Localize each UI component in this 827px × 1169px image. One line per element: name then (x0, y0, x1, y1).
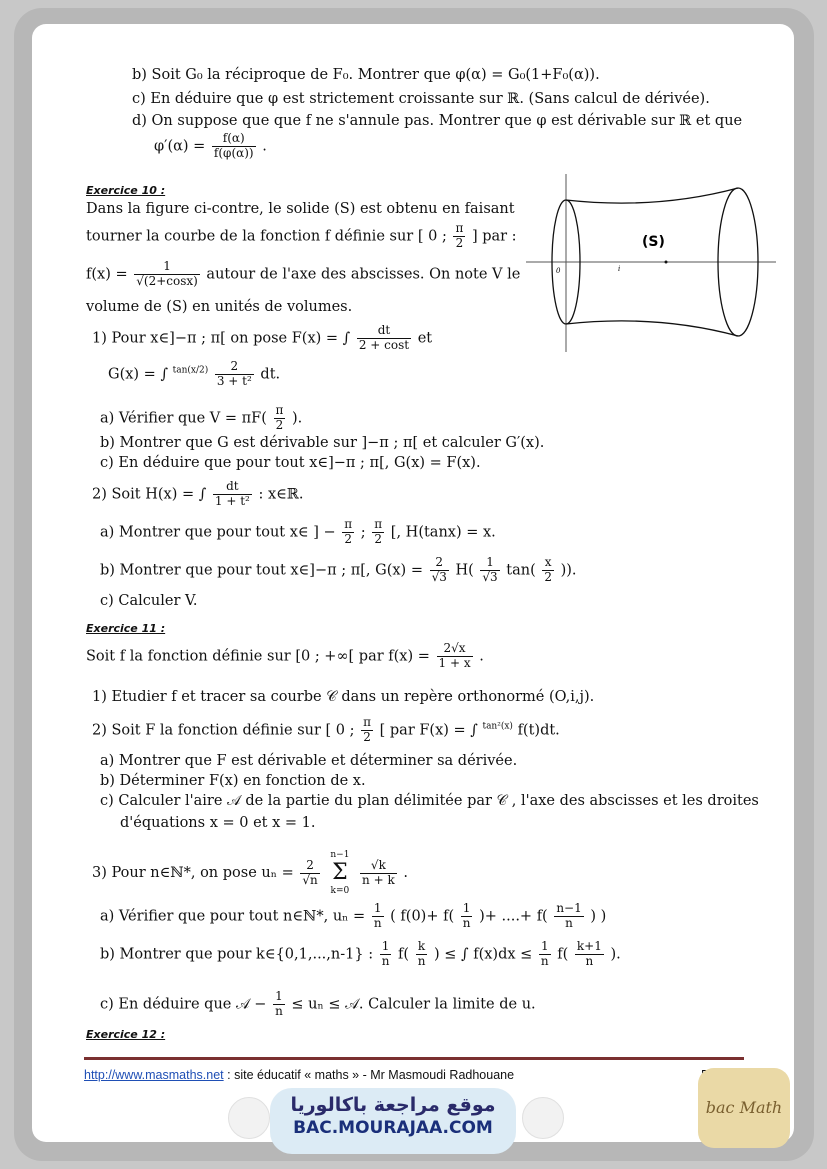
text: : x∈ℝ. (258, 486, 304, 503)
denominator: 2 (374, 531, 383, 546)
text: ≤ uₙ ≤ 𝒜. Calculer la limite de u. (291, 996, 536, 1013)
origin-label: 0 (556, 267, 561, 275)
line-b: b) Soit G₀ la réciproque de F₀. Montrer que φ(α) = G₀(1+F₀(α)). (132, 67, 600, 83)
sigma: Σ (332, 860, 348, 886)
denominator: √(2+cosx) (136, 273, 198, 288)
fraction (215, 360, 254, 389)
text: c) En déduire que 𝒜 − (100, 996, 267, 1013)
text: b) Montrer que pour k∈{0,1,...,n-1} : (100, 946, 374, 963)
denominator: 2 + cost (358, 337, 410, 352)
numerator: √k (360, 859, 397, 874)
denominator: √3 (482, 569, 498, 584)
denominator: n + k (362, 872, 395, 887)
upper-bound: tan(x/2) (172, 365, 209, 376)
text: 2) Soit F la fonction définie sur (92, 722, 321, 739)
numerator: π (455, 221, 464, 235)
text: . (262, 138, 267, 155)
footer-text: : site éducatif « maths » - Mr Masmoudi Radhouane (227, 1068, 515, 1082)
denominator: 2 (275, 417, 284, 432)
ex10-q2b (100, 556, 577, 585)
bottom-curve (566, 321, 738, 336)
text: ). (610, 946, 621, 963)
fraction (372, 902, 384, 931)
axis-dot (665, 261, 668, 264)
text: 1) Pour x∈]−π ; π[ on pose F(x) = ∫ (92, 330, 351, 347)
text: b) Montrer que pour tout x∈]−π ; π[, G(x) = (100, 562, 423, 579)
text: ( f(0)+ f( (390, 908, 455, 925)
document-page (32, 24, 794, 1142)
text: G(x) = ∫ (108, 366, 168, 383)
numerator: 1 (273, 990, 285, 1005)
fraction (361, 716, 373, 745)
text: et (417, 330, 433, 347)
ex11-q2c-cont: d'équations x = 0 et x = 1. (120, 815, 316, 831)
text: ) ≤ ∫ f(x)dx ≤ (434, 946, 533, 963)
denominator: n (381, 953, 390, 968)
numerator: k (416, 940, 428, 955)
numerator: 2 (300, 859, 319, 874)
bac-math-stamp: bac Math (698, 1068, 790, 1148)
left-logo (228, 1097, 270, 1139)
text: ) ) (590, 908, 607, 925)
denominator: n (585, 953, 594, 968)
numerator: 2 (215, 360, 254, 375)
ex10-line-2 (86, 222, 517, 251)
text: f(x) = (86, 266, 128, 283)
exercise-12-title: Exercice 12 : (86, 1028, 166, 1041)
numerator: π (374, 517, 383, 531)
denominator: n (565, 915, 573, 930)
text: f( (557, 946, 569, 963)
bac-mourajaa-banner[interactable] (270, 1088, 516, 1154)
denominator: f(φ(α)) (213, 145, 254, 160)
text: a) Montrer que pour tout x∈ ] − (100, 524, 336, 541)
ex10-q1b: b) Montrer que G est dérivable sur ]−π ; π[ et calculer G′(x). (100, 435, 545, 451)
text: a) Vérifier que pour tout n∈ℕ*, uₙ = (100, 908, 366, 925)
denominator: 2 (455, 235, 464, 250)
text: )). (560, 562, 577, 579)
numerator: dt (213, 480, 252, 495)
denominator: 2 (544, 569, 552, 584)
fraction (430, 556, 449, 585)
ex10-line-4: volume de (S) en unités de volumes. (86, 299, 353, 315)
ex10-q1c: c) En déduire que pour tout x∈]−π ; π[, G(x) = F(x). (100, 455, 481, 471)
text: 2) Soit H(x) = ∫ (92, 486, 207, 503)
fraction (575, 940, 604, 969)
numerator: π (363, 715, 372, 729)
fraction (380, 940, 392, 969)
sum-upper: n−1 (330, 850, 350, 860)
footer-rule (84, 1057, 744, 1060)
fraction (539, 940, 551, 969)
ex11-q2c: c) Calculer l'aire 𝒜 de la partie du plan délimitée par 𝒞 , l'axe des abscisses et les droites (100, 793, 759, 809)
fraction (342, 518, 354, 547)
text: H( (455, 562, 474, 579)
denominator: n (417, 953, 426, 968)
denominator: 1 + x (438, 655, 471, 670)
denominator: 1 + t² (214, 493, 250, 508)
ex11-line-1 (86, 642, 484, 671)
numerator: π (344, 517, 353, 531)
fraction (416, 940, 428, 969)
text: tan( (506, 562, 536, 579)
numerator: 2√x (437, 642, 473, 657)
solid-label: (S) (642, 234, 665, 250)
numerator: 1 (539, 940, 551, 955)
footer (84, 1068, 514, 1082)
banner-arabic: موقع مراجعة باكالوريا (290, 1094, 496, 1116)
fraction (480, 556, 499, 585)
text: autour de l'axe des abscisses. On note V le (206, 266, 521, 283)
fraction (273, 990, 285, 1019)
text: 3) Pour n∈ℕ*, on pose uₙ = (92, 865, 294, 881)
fraction (360, 859, 397, 888)
fraction (461, 902, 473, 931)
text: tourner la courbe de la fonction f définie sur (86, 228, 414, 245)
numerator: x (542, 556, 554, 571)
upper-bound: tan²(x) (482, 721, 513, 732)
text: [ 0 ; (325, 722, 355, 739)
denominator: 2 (344, 531, 353, 546)
ex11-q2 (92, 716, 560, 745)
denominator: n (275, 1003, 283, 1018)
fraction (372, 518, 384, 547)
numerator: n−1 (556, 901, 582, 915)
numerator: 1 (380, 940, 392, 955)
numerator: 2 (430, 556, 449, 571)
numerator: f(α) (212, 132, 256, 147)
text: ; (360, 524, 366, 541)
denominator: n (462, 915, 471, 930)
line-c: c) En déduire que φ est strictement croissante sur ℝ. (Sans calcul de dérivée). (132, 91, 710, 107)
fraction (453, 222, 465, 251)
numerator: 1 (461, 902, 473, 917)
fraction (213, 480, 252, 509)
numerator: 1 (372, 902, 384, 917)
text: Soit f la fonction définie sur [0 ; +∞[ par f(x) = (86, 648, 430, 665)
text: [ par F(x) = ∫ (379, 722, 478, 739)
text: [, H(tanx) = x. (390, 524, 496, 541)
ex10-line-3 (86, 260, 520, 289)
line-d: d) On suppose que que f ne s'annule pas. Montrer que φ est dérivable sur ℝ et que (132, 113, 743, 129)
denominator: √3 (431, 569, 447, 584)
right-logo (522, 1097, 564, 1139)
numerator: 1 (480, 556, 499, 571)
banner-url: BAC.MOURAJAA.COM (293, 1118, 493, 1138)
denominator: n (373, 915, 382, 930)
text: [ 0 ; (417, 228, 447, 245)
numerator: k+1 (576, 939, 602, 953)
fraction (274, 404, 286, 433)
denominator: √n (302, 872, 318, 887)
text: a) Vérifier que V = πF( (100, 410, 267, 427)
site-link[interactable]: http://www.masmaths.net (84, 1068, 224, 1082)
ex11-q2a: a) Montrer que F est dérivable et déterminer sa dérivée. (100, 753, 518, 769)
text: f( (398, 946, 410, 963)
text: . (403, 865, 408, 881)
solid-figure (526, 174, 776, 354)
denominator: n (540, 953, 549, 968)
fraction (300, 859, 319, 888)
top-curve (566, 188, 738, 203)
ex11-q3c (100, 990, 536, 1019)
exercise-10-title: Exercice 10 : (86, 184, 166, 197)
fraction (357, 324, 411, 353)
ex10-line-1: Dans la figure ci-contre, le solide (S) est obtenu en faisant (86, 201, 515, 217)
text: )+ ....+ f( (479, 908, 548, 925)
numerator: 1 (134, 260, 200, 275)
ex10-q1 (92, 324, 432, 353)
sum-lower: k=0 (330, 885, 350, 896)
line-d-formula (154, 132, 267, 161)
fraction (542, 556, 554, 585)
ex11-q1: 1) Etudier f et tracer sa courbe 𝒞 dans un repère orthonormé (O,i,j). (92, 689, 595, 705)
fraction (212, 132, 256, 161)
ex11-q2b: b) Déterminer F(x) en fonction de x. (100, 773, 366, 789)
text: f(t)dt. (517, 722, 560, 739)
unit-label: i (618, 265, 621, 273)
ex11-q3b (100, 940, 621, 969)
ex10-q2 (92, 480, 304, 509)
ex10-q1-g (108, 360, 280, 389)
numerator: dt (357, 324, 411, 339)
denominator: 2 (363, 729, 371, 744)
text: ] par : (471, 228, 517, 245)
ex10-q2a (100, 518, 496, 547)
fraction (554, 902, 583, 931)
ex10-q1a (100, 404, 302, 433)
text: φ′(α) = (154, 138, 206, 155)
fraction (134, 260, 200, 289)
sum-symbol (328, 850, 351, 896)
exercise-11-title: Exercice 11 : (86, 622, 166, 635)
ex11-q3a (100, 902, 606, 931)
numerator: π (275, 403, 284, 417)
ex11-q3 (92, 850, 408, 896)
text: ). (292, 410, 303, 427)
text: dt. (260, 366, 281, 383)
text: . (479, 648, 484, 665)
fraction (437, 642, 473, 671)
ex10-q2c: c) Calculer V. (100, 593, 198, 609)
denominator: 3 + t² (216, 373, 252, 388)
